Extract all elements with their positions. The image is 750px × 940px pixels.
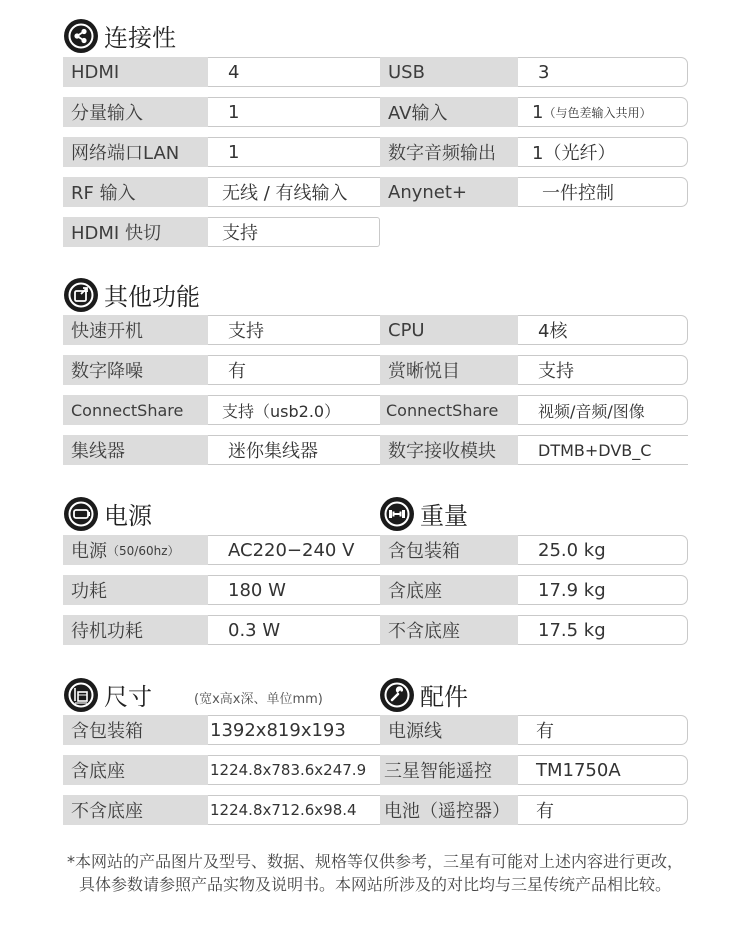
wrench-icon [380,678,414,712]
spec-label: 数字降噪 [63,355,208,385]
spec-value: 4核 [518,315,688,345]
spec-label: 网络端口LAN [63,137,208,167]
spec-value: TM1750A [518,755,688,785]
spec-value-note: （与色差输入共用） [543,105,652,120]
spec-label: 数字接收模块 [380,435,518,465]
accessories-title: 配件 [420,683,468,711]
spec-label: 含底座 [380,575,518,605]
power-title: 电源 [104,502,152,530]
share-icon [64,19,98,53]
spec-value [518,97,688,127]
size-header [64,677,323,712]
spec-label: 快速开机 [63,315,208,345]
spec-value: 1392x819x193 [208,715,380,745]
spec-label-note: （50/60hz） [107,543,180,558]
weight-header [380,496,468,531]
dumbbell-icon [380,497,414,531]
connectivity-title: 连接性 [104,24,176,52]
spec-value: 有 [208,355,380,385]
spec-value: 视频/音频/图像 [518,395,688,425]
battery-icon [64,497,98,531]
spec-value: 1224.8x783.6x247.9 [208,755,380,785]
spec-label: 赏晰悦目 [380,355,518,385]
spec-value: 支持（usb2.0） [208,395,380,425]
size-subtitle: (宽x高x深、单位mm) [194,692,323,707]
spec-label: 分量输入 [63,97,208,127]
spec-label: CPU [380,315,518,345]
spec-label: 电池（遥控器） [380,795,518,825]
spec-value: 一件控制 [518,177,688,207]
spec-value: 17.9 kg [518,575,688,605]
spec-label: 数字音频输出 [380,137,518,167]
spec-label: 不含底座 [380,615,518,645]
spec-label: ConnectShare [380,395,518,425]
disclaimer-footnote: *本网站的产品图片及型号、数据、规格等仅供参考，三星有可能对上述内容进行更改，具体参数请参照产品实物及说明书。本网站所涉及的对比均与三星传统产品相比较。 [66,852,683,894]
spec-label: ConnectShare [63,395,208,425]
spec-value: 1224.8x712.6x98.4 [208,795,380,825]
spec-value: 17.5 kg [518,615,688,645]
spec-label: 电源线 [380,715,518,745]
spec-label-main: 电源 [71,541,107,562]
spec-value: 1 [208,97,380,127]
spec-label [63,535,208,565]
spec-value: 1 [208,137,380,167]
spec-label: 不含底座 [63,795,208,825]
spec-value-main: 1 [532,101,544,123]
spec-value: 0.3 W [208,615,380,645]
spec-label: 功耗 [63,575,208,605]
accessories-header [380,677,468,712]
spec-label: HDMI [63,57,208,87]
spec-value: 3 [518,57,688,87]
spec-value: 无线 / 有线输入 [208,177,380,207]
spec-label: Anynet+ [380,177,518,207]
external-link-icon [64,278,98,312]
spec-value: 有 [518,715,688,745]
spec-value: 1（光纤） [518,137,688,167]
spec-label: 含包装箱 [63,715,208,745]
weight-title: 重量 [420,502,468,530]
spec-label: 待机功耗 [63,615,208,645]
spec-value: 支持 [208,315,380,345]
spec-value: 支持 [518,355,688,385]
power-header [64,496,152,531]
spec-label: RF 输入 [63,177,208,207]
other-title: 其他功能 [104,283,200,311]
spec-label: 含底座 [63,755,208,785]
spec-value: AC220−240 V [208,535,380,565]
connectivity-header [64,18,176,53]
spec-value: DTMB+DVB_C [518,435,688,465]
spec-label: USB [380,57,518,87]
spec-value: 4 [208,57,443,87]
other-header [64,277,200,312]
spec-label: AV输入 [380,97,518,127]
spec-value: 支持 [208,217,380,247]
ruler-box-icon [64,678,98,712]
spec-label: HDMI 快切 [63,217,208,247]
spec-label: 含包装箱 [380,535,518,565]
spec-label: 集线器 [63,435,208,465]
size-title: 尺寸 [104,683,152,711]
spec-value: 25.0 kg [518,535,688,565]
spec-label: 三星智能遥控 [380,755,518,785]
spec-value: 迷你集线器 [208,435,380,465]
spec-value: 有 [518,795,688,825]
spec-value: 180 W [208,575,380,605]
